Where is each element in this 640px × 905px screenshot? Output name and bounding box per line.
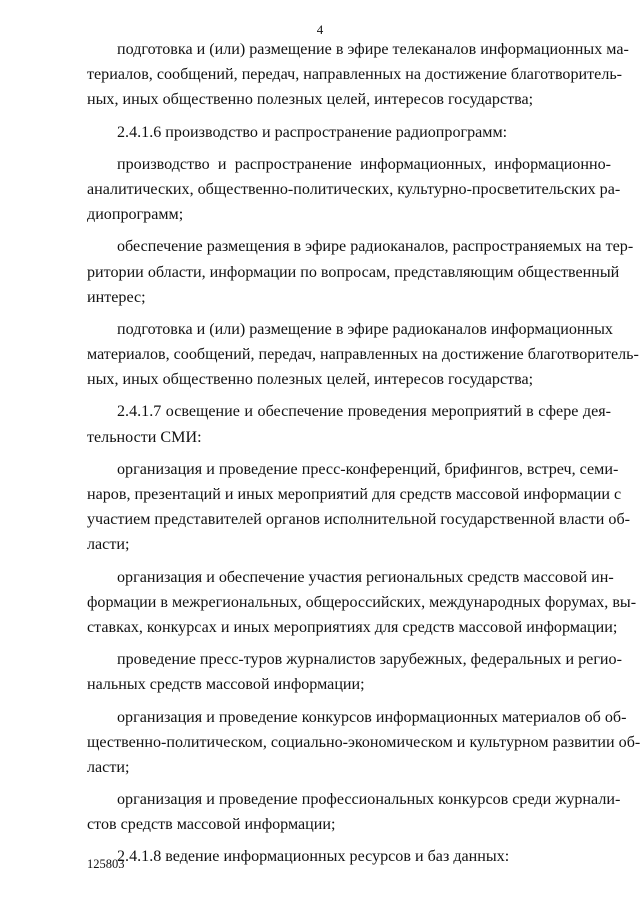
text-line: ласти; [87,758,130,776]
paragraph [87,37,629,120]
paragraph [87,705,640,788]
text-line: наров, презентаций и иных мероприятий для средств массовой информации с [87,486,622,503]
text-line: организация и проведение профессиональных конкурсов среди журнали- [117,791,621,809]
text-line: 2.4.1.7 освещение и обеспечение проведения мероприятий в сфере дея- [117,403,611,421]
text-line: ных, иных общественно полезных целей, интересов государства; [87,91,534,109]
text-line: стов средств массовой информации; [87,816,336,834]
text-line: тельности СМИ: [87,428,202,446]
paragraph [87,844,611,876]
text-line: организация и обеспечение участия региональных средств массовой ин- [117,568,614,586]
text-line: щественно-политическом, социально-экономическом и культурном развитии об- [87,733,640,751]
text-line: подготовка и (или) размещение в эфире радиоканалов информационных [117,320,613,338]
paragraph [87,647,622,704]
text-line: 2.4.1.6 производство и распространение радиопрограмм: [117,123,508,141]
text-line: материалов, сообщений, передач, направленных на достижение благотворитель- [87,346,639,364]
paragraph [87,234,634,317]
text-line: ласти; [87,536,130,554]
paragraph [87,152,621,235]
text-line: интерес; [87,288,146,306]
paragraph [87,317,639,400]
text-line: подготовка и (или) размещение в эфире телеканалов информационных ма- [117,41,629,58]
text-line: териалов, сообщений, передач, направленных на достижение благотворитель- [87,66,623,84]
paragraph [87,120,611,152]
text-line: обеспечение размещения в эфире радиоканалов, распространяемых на тер- [117,238,634,256]
text-line: 2.4.1.8 ведение информационных ресурсов и баз данных: [117,848,510,866]
document-id: 125803 [87,857,125,871]
text-line: формации в межрегиональных, общероссийских, международных форумах, вы- [87,593,637,611]
text-line: нальных средств массовой информации; [87,676,365,694]
page-number: 4 [316,22,324,37]
text-line: организация и проведение пресс-конференций, брифингов, встреч, семи- [117,460,619,478]
text-line: ритории области, информации по вопросам, представляющим общественный [87,263,620,281]
text-line: диопрограмм; [87,206,184,224]
text-line: ставках, конкурсах и иных мероприятиях для средств массовой информации; [87,618,618,636]
document-body [87,37,640,877]
text-line: проведение пресс-туров журналистов зарубежных, федеральных и регио- [117,651,622,669]
text-line: аналитических, общественно-политических, культурно-просветительских ра- [87,180,621,198]
text-line: производство и распространение информационных, информационно- [117,155,611,173]
paragraph [87,457,631,565]
text-line: ных, иных общественно полезных целей, интересов государства; [87,371,534,389]
paragraph [87,787,621,844]
paragraph [87,565,637,648]
text-line: участием представителей органов исполнительной государственной власти об- [87,511,631,529]
text-line: организация и проведение конкурсов информационных материалов об об- [117,708,627,726]
paragraph [87,399,611,456]
